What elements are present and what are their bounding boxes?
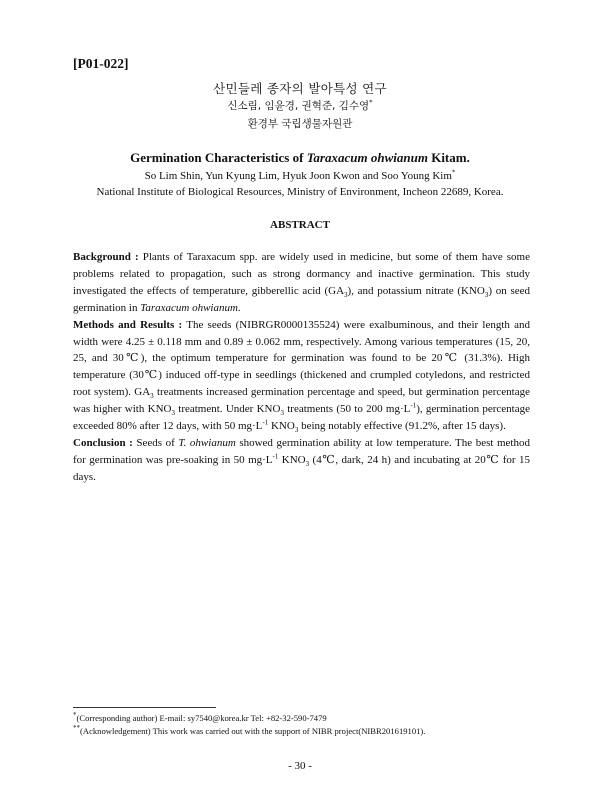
- english-title-prefix: Germination Characteristics of: [130, 150, 307, 165]
- english-title-species: Taraxacum ohwianum: [306, 150, 428, 165]
- footnote-mark: **: [73, 724, 80, 733]
- conclusion-paragraph: [73, 435, 530, 486]
- superscript: -1: [410, 401, 417, 410]
- footnote-text: (Corresponding author) E-mail: sy7540@korea.kr Tel: +82-32-590-7479: [76, 713, 327, 723]
- methods-text: ), germination percentage exceeded 80% after 12 days, with 50 mg·L: [73, 403, 530, 433]
- abstract-body: [73, 249, 530, 486]
- english-affiliation: National Institute of Biological Resources, Ministry of Environment, Incheon 22689, Korea.: [96, 186, 504, 198]
- footnote-text: (Acknowledgement) This work was carried out with the support of NIBR project(NIBR201619101).: [80, 726, 426, 736]
- methods-paragraph: [73, 317, 530, 435]
- subscript: 3: [344, 291, 348, 299]
- abstract-heading: ABSTRACT: [270, 219, 330, 231]
- english-authors-names: So Lim Shin, Yun Kyung Lim, Hyuk Joon Kwon and Soo Young Kim: [144, 170, 452, 182]
- english-title-suffix: Kitam.: [427, 150, 470, 165]
- subscript: 3: [280, 409, 284, 418]
- korean-authors: [0, 98, 600, 113]
- conclusion-text: (4℃, dark, 24 h) and incubating at 20℃ for 15 days.: [73, 453, 530, 483]
- background-paragraph: [73, 249, 530, 317]
- species-name: Taraxacum ohwianum: [140, 301, 238, 314]
- korean-authors-names: 신소림, 임윤경, 권혁준, 김수영: [227, 100, 370, 112]
- subscript: 3: [305, 460, 310, 469]
- footnote-divider: [73, 707, 216, 708]
- background-label: Background :: [73, 251, 139, 263]
- conclusion-label: Conclusion :: [73, 436, 133, 449]
- korean-affiliation: 환경부 국립생물자원관: [247, 118, 353, 130]
- english-authors: [0, 170, 600, 182]
- methods-text: treatments (50 to 200 mg·L: [283, 403, 411, 416]
- superscript: -1: [272, 452, 279, 461]
- footnote-corresponding: [73, 713, 327, 723]
- methods-text: KNO: [268, 420, 295, 433]
- methods-text: The seeds (NIBRGR0000135524) were exalbuminous, and their length and width were 4.25 ± 0.118 mm and 0.89 ± 0.062 mm, respectively. Among various temperatures (15, 20, 25, and 30℃), the optimum temperature for germination was found to be 20℃ (31.3%). High temperature (30℃) induced off-type in seedlings (thickened and crumpled cotyledons, and restricted root system). GA: [73, 318, 530, 399]
- poster-code: [P01-022]: [73, 56, 129, 71]
- korean-authors-mark: *: [369, 98, 373, 107]
- subscript: 3: [150, 392, 154, 401]
- background-text: Plants of Taraxacum spp. are widely used in medicine, but some of them have some problems related to propagation, such as strong dormancy and inactive germination. This study investigated the effects of temperature, gibberellic acid (GA: [73, 251, 530, 297]
- english-title: [0, 150, 600, 166]
- footnote-acknowledgement: [73, 726, 425, 736]
- conclusion-text: KNO: [278, 453, 306, 466]
- background-text: ) on seed germination in: [73, 284, 531, 314]
- subscript: 3: [294, 426, 299, 435]
- conclusion-text: showed germination ability at low temperature. The best method for germination was pre-soaking in 50 mg·L: [73, 436, 530, 466]
- subscript: 3: [171, 409, 175, 418]
- page-number: - 30 -: [288, 760, 312, 772]
- methods-label: Methods and Results :: [73, 318, 183, 331]
- methods-text: treatments increased germination percentage and speed, but germination percentage was higher with KNO: [73, 386, 530, 416]
- species-name: T. ohwianum: [178, 436, 236, 449]
- english-authors-mark: *: [451, 168, 456, 177]
- subscript: 3: [484, 291, 489, 299]
- footnote-mark: *: [73, 711, 77, 720]
- korean-title: 산민들레 종자의 발아특성 연구: [213, 81, 387, 96]
- conclusion-text: Seeds of: [132, 436, 179, 449]
- methods-text: treatment. Under KNO: [174, 403, 281, 416]
- background-text: ), and potassium nitrate (KNO: [347, 284, 485, 297]
- background-text: .: [237, 301, 241, 314]
- methods-text: being notably effective (91.2%, after 15 days).: [298, 420, 506, 433]
- superscript: -1: [262, 418, 269, 427]
